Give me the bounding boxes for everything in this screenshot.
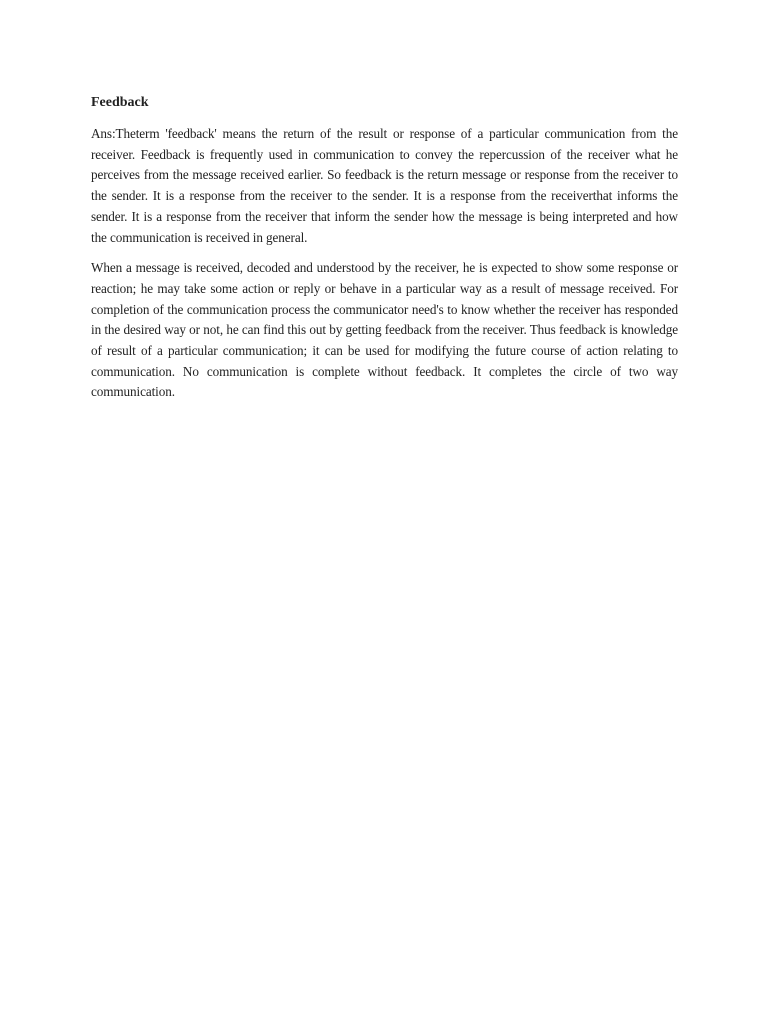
section-heading: Feedback (91, 95, 149, 110)
document-body (91, 93, 678, 413)
paragraph-process: When a message is received, decoded and understood by the receiver, he is expected to show some response or reaction; he may take some action or reply or behave in a particular way as a result of message received. For completion of the communication process the communicator need's to know whether the receiver has responded in the desired way or not, he can find this out by getting feedback from the receiver. Thus feedback is knowledge of result of a particular communication; it can be used for modifying the future course of action relating to communication. No communication is complete without feedback. It completes the circle of two way communication. (91, 260, 678, 400)
paragraph-definition: Ans:Theterm 'feedback' means the return of the result or response of a particular communication from the receiver. Feedback is frequently used in communication to convey the repercussion of the receiver what he perceives from the message received earlier. So feedback is the return message or response from the receiver to the sender. It is a response from the receiver to the sender. It is a response from the receiverthat informs the sender. It is a response from the receiver that inform the sender how the message is being interpreted and how the communication is received in general. (91, 126, 678, 245)
